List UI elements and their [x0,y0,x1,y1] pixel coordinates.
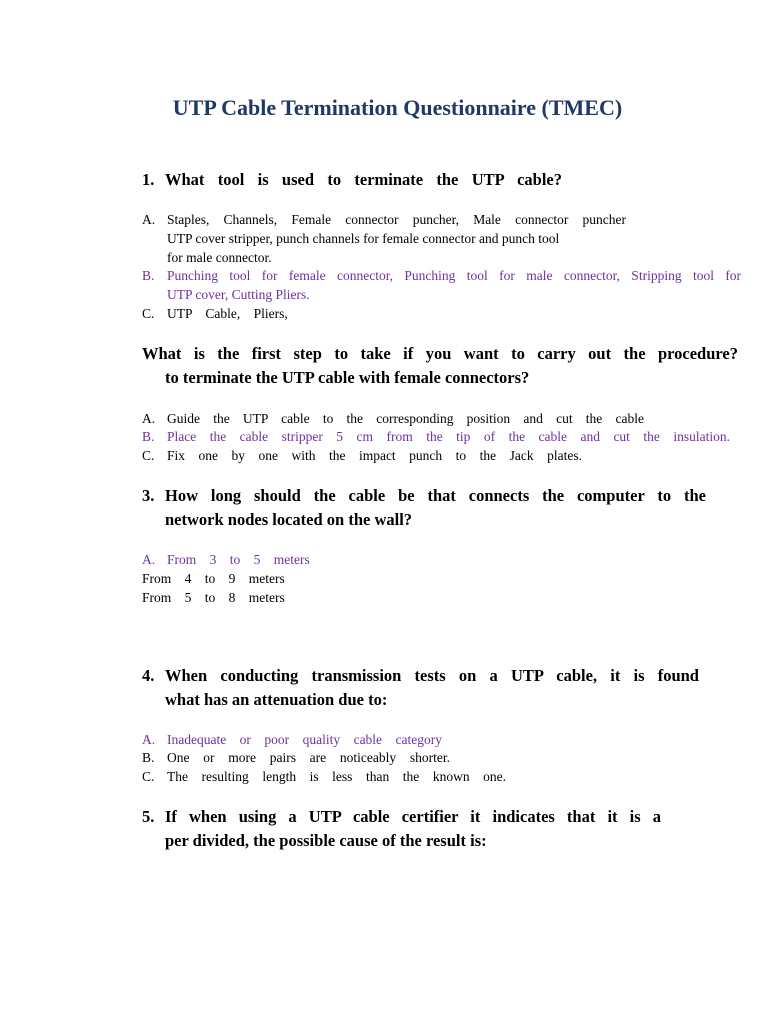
option-text: Staples, Channels, Female connector puncher, Male connector puncher [167,212,626,227]
q2-option-c [142,446,582,465]
question-text: network nodes located on the wall? [165,510,413,529]
question-text: When conducting transmission tests on a UTP cable, it is found [165,666,699,685]
option-text: From 4 to 9 meters [142,571,285,586]
question-text: what has an attenuation due to: [165,690,388,709]
option-label: C. [142,306,155,321]
question-number: 3. [142,486,155,505]
question-text: What is the first step to take if you want to carry out the procedure? [142,344,738,363]
q1-option-a [142,210,626,267]
option-label: A. [142,552,156,567]
option-text: Punching tool for female connector, Punching tool for male connector, Stripping tool for [167,268,742,283]
question-text: to terminate the UTP cable with female connectors? [165,368,530,387]
option-text: UTP Cable, Pliers, [167,306,288,321]
option-text: One or more pairs are noticeably shorter. [167,750,450,765]
option-text: The resulting length is less than the known one. [167,769,506,784]
option-label: C. [142,769,155,784]
document-title: UTP Cable Termination Questionnaire (TMEC) [172,95,623,120]
option-text: UTP cover, Cutting Pliers. [167,287,310,302]
option-text: Inadequate or poor quality cable category [167,732,442,747]
question-2 [142,342,738,390]
q1-option-c [142,304,288,323]
question-number: 1. [142,170,155,189]
option-text: From 3 to 5 meters [167,552,310,567]
option-label: C. [142,448,155,463]
question-text: per divided, the possible cause of the result is: [165,831,487,850]
q3-option-a [142,550,310,569]
question-number: 5. [142,807,155,826]
q4-option-a [142,730,442,749]
question-1 [142,168,562,192]
q4-option-c [142,767,506,786]
q3-option-3 [142,588,285,607]
question-text: If when using a UTP cable certifier it indicates that it is a [165,807,661,826]
option-text: From 5 to 8 meters [142,590,285,605]
q2-option-b [142,427,730,446]
q2-option-a [142,409,644,428]
question-3 [142,484,706,532]
option-label: B. [142,268,155,283]
question-number: 4. [142,666,155,685]
option-label: A. [142,732,156,747]
option-label: B. [142,429,155,444]
option-text: UTP cover stripper, punch channels for female connector and punch tool [167,231,560,246]
option-text: Place the cable stripper 5 cm from the tip of the cable and cut the insulation. [167,429,730,444]
question-4 [142,664,699,712]
q3-option-2 [142,569,285,588]
question-text: What tool is used to terminate the UTP cable? [165,170,562,189]
option-text: Guide the UTP cable to the corresponding position and cut the cable [167,411,644,426]
option-text: Fix one by one with the impact punch to the Jack plates. [167,448,582,463]
option-label: A. [142,411,156,426]
q4-option-b [142,748,450,767]
question-5 [142,805,661,853]
option-label: A. [142,212,156,227]
question-text: How long should the cable be that connects the computer to the [165,486,706,505]
option-label: B. [142,750,155,765]
q1-option-b [142,266,742,304]
option-text: for male connector. [167,250,272,265]
